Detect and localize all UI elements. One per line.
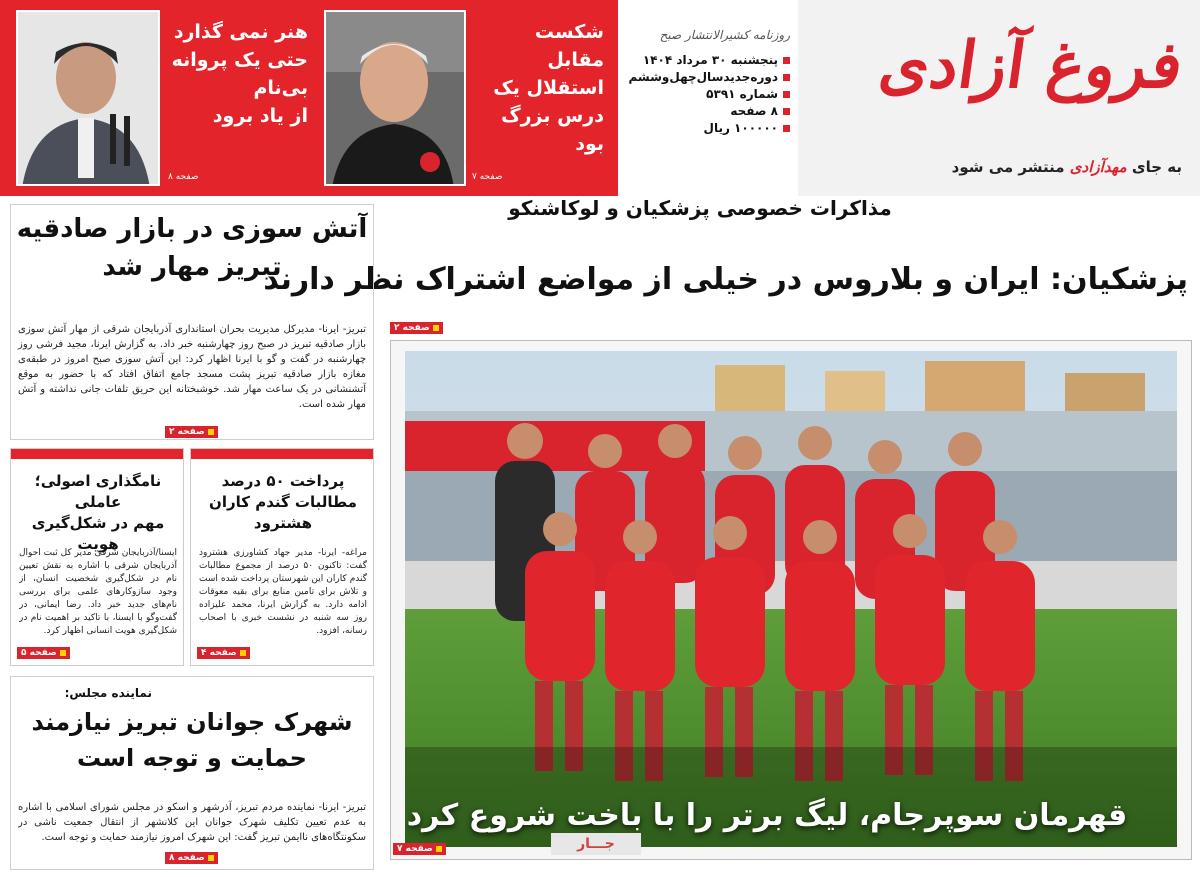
photo-page-ref[interactable]: صفحه ۷ [393,843,446,855]
page-marker-icon [208,855,214,861]
box-accent-bar [191,449,373,459]
issue-info [620,28,790,188]
banner-story-2[interactable] [14,10,314,188]
story-1-headline[interactable]: آتش سوزی در بازار صادقیه تبریز مهار شد [16,214,368,282]
page-marker-icon [433,325,439,331]
tagline-suffix: منتشر می شود [951,158,1065,176]
lead-headline[interactable]: پزشکیان: ایران و بلاروس در خیلی از مواضع اشتراک نظر دارند [263,262,1188,297]
tagline-prefix: به جای [1131,158,1182,176]
box-1-page-ref[interactable]: صفحه ۴ [197,647,250,659]
photo-watermark: جـــار [551,833,641,855]
banner-story-1-page: صفحه ۷ [472,172,503,182]
page-marker-icon [208,429,214,435]
story-1-page-ref[interactable]: صفحه ۲ [165,426,218,438]
lead-kicker: مذاکرات خصوصی پزشکیان و لوکاشنکو [508,196,892,220]
top-banner [0,0,618,196]
story-1-body: تبریز- ایرنا- مدیرکل مدیریت بحران استانداری آذربایجان شرقی از مهار آتش سوزی بازار صادقیه تبریز در صبح روز چهارشنبه خبر داد. به گزارش ایرنا، مجید فرشی روز چهارشنبه در گفت و گو با ایرنا اظهار کرد: این آتش سوزی صبح امروز در طبقه‌ی مغازه بازار صادقیه تبریز پشت مسجد جامع اتفاق افتاد که با حضور به موقع آتشنشانی در یک ساعت مهار شد. خوشبختانه این حریق تلفات جانی نداشته و آتش مهار شده است. [18,324,366,410]
coach-photo[interactable] [324,10,466,186]
page-marker-icon [60,650,66,656]
left-column [0,200,382,877]
bullet-icon [783,57,790,64]
lead-page-ref[interactable]: صفحه ۲ [390,322,443,334]
box-2-body: ایسنا/آذربایجان شرقی مدیر کل ثبت احوال آذربایجان شرقی با اشاره به نقش تعیین نام در شکل‌گیری شخصیت انسان، از وجود سازوکارهای علمی برای بررسی نام‌های جدید خبر داد. رضا ایمانی، در گفت‌وگو با ایسنا، با تاکید بر اهمیت نام در شکل‌گیری هویت انسانی اظهار کرد. [19,548,177,636]
logo-text: فروغ آزادی [874,28,1188,103]
bullet-icon [783,91,790,98]
banner-story-1[interactable] [322,10,612,188]
publisher-label: روزنامه کشیرالانتشار صبح [659,28,790,42]
newspaper-logo[interactable] [812,6,1188,136]
box-2-headline: نامگذاری اصولی؛ عاملی مهم در شکل‌گیری هویت [31,472,165,553]
box-1-body: مراغه- ایرنا- مدیر جهاد کشاورزی هشترود گفت: تاکنون ۵۰ درصد از مجموع مطالبات گندم کاران این شهرستان پرداخت شده است و تلاش برای تامین منابع برای بقیه معوقات ادامه دارد. به گزارش ایرنا، محمد علیزاده روز سه شنبه در نشست خبری با اصحاب رسانه، افزود. [199,548,367,636]
issue-price: ۱۰۰۰۰۰ ریال [620,120,790,137]
team-photo[interactable] [405,351,1177,847]
banner-story-1-text[interactable]: شکست مقابل استقلال یک درس بزرگ بود [493,21,604,155]
speaker-photo[interactable] [16,10,160,186]
tagline [952,158,1182,176]
lead-photo-frame [390,340,1192,860]
header [0,0,1200,196]
box-2-page-ref[interactable]: صفحه ۵ [17,647,70,659]
issue-period: دوره‌جدیدسال‌چهل‌وششم [620,69,790,86]
issue-number: شماره ۵۳۹۱ [620,86,790,103]
masthead [798,0,1200,196]
story-3-kicker: نماینده مجلس: [64,686,152,700]
box-1-headline: پرداخت ۵۰ درصد مطالبات گندم کاران هشترود [209,472,357,532]
issue-date: پنجشنبه ۳۰ مرداد ۱۴۰۴ [620,52,790,69]
story-box-1[interactable] [190,448,374,666]
bullet-icon [783,108,790,115]
story-box-2[interactable] [10,448,184,666]
box-accent-bar [11,449,183,459]
story-3-headline[interactable]: شهرک جوانان تبریز نیازمند حمایت و توجه است [31,708,353,772]
story-3-body: تبریز- ایرنا- نماینده مردم تبریز، آذرشهر و اسکو در مجلس شورای اسلامی با اشاره به عدم تعیین تکلیف شهرک جوانان این کلانشهر از انتقال جمعیت ناشی در سکونتگاه‌های ناایمن تبریز گفت: این شهرک امروز نیازمند حمایت و توجه است. [18,802,366,843]
banner-story-2-text[interactable]: هنر نمی گذارد حتی یک پروانه بی‌نام از یاد برود [171,21,308,127]
page-marker-icon [240,650,246,656]
page-marker-icon [436,846,442,852]
tagline-brand: مهدآزادی [1069,158,1127,176]
issue-pages: ۸ صفحه [620,103,790,120]
story-3-page-ref[interactable]: صفحه ۸ [165,852,218,864]
bullet-icon [783,74,790,81]
banner-story-2-page: صفحه ۸ [168,172,199,182]
bullet-icon [783,125,790,132]
photo-caption[interactable]: قهرمان سوپرجام، لیگ برتر را با باخت شروع کرد [406,798,1128,833]
